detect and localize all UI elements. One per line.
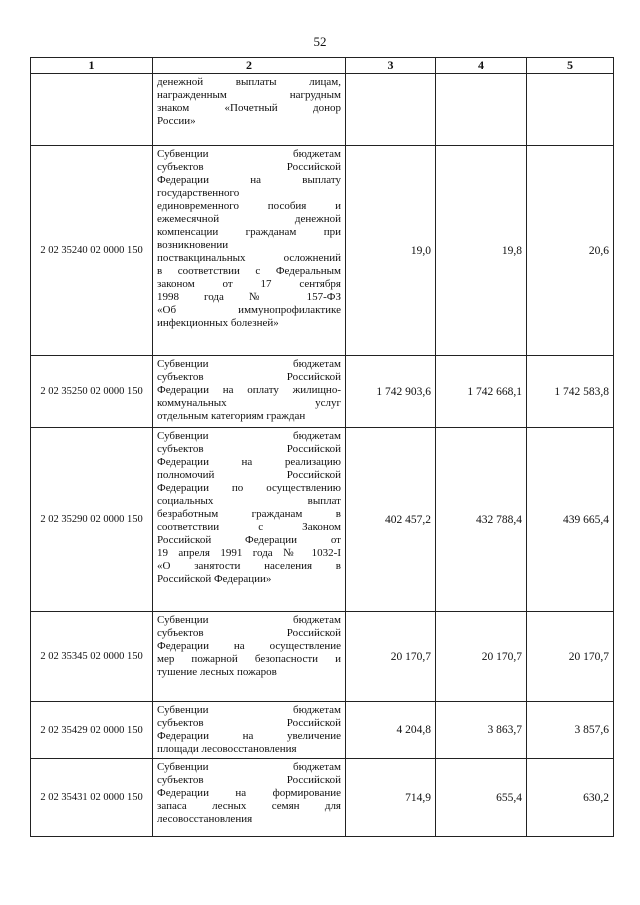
description-cell	[153, 428, 346, 612]
table-row	[31, 356, 614, 428]
description-line: безработным гражданам в	[157, 508, 341, 520]
table-row	[31, 702, 614, 759]
value-cell-col5: 1 742 583,8	[527, 356, 614, 428]
budget-code-cell: 2 02 35431 02 0000 150	[31, 759, 153, 837]
description-line: социальных выплат	[157, 495, 341, 507]
description-line: Субвенции бюджетам	[157, 704, 341, 716]
value-cell-col3: 714,9	[346, 759, 436, 837]
description-line: «Об иммунопрофилактике	[157, 304, 341, 316]
description-line: в соответствии с Федеральным	[157, 265, 341, 277]
value-cell-col3: 402 457,2	[346, 428, 436, 612]
description-line: Субвенции бюджетам	[157, 614, 341, 626]
description-line: Федерации на формирование	[157, 787, 341, 799]
description-cell	[153, 702, 346, 759]
table-row	[31, 759, 614, 837]
value-cell-col5: 20 170,7	[527, 612, 614, 702]
description-line: запаса лесных семян для	[157, 800, 341, 812]
description-line: 19 апреля 1991 года № 1032-I	[157, 547, 341, 559]
description-line: Федерации на оплату жилищно-	[157, 384, 341, 396]
value-cell-col4: 20 170,7	[436, 612, 527, 702]
budget-code-cell: 2 02 35290 02 0000 150	[31, 428, 153, 612]
description-line: площади лесовосстановления	[157, 743, 297, 755]
description-line: 1998 года № 157-ФЗ	[157, 291, 341, 303]
value-cell-col5: 630,2	[527, 759, 614, 837]
budget-code-cell: 2 02 35345 02 0000 150	[31, 612, 153, 702]
value-cell-col4: 3 863,7	[436, 702, 527, 759]
value-cell-col5: 20,6	[527, 146, 614, 356]
table-header-row	[31, 58, 614, 74]
description-line: государственного	[157, 187, 240, 199]
description-line: Федерации на осуществление	[157, 640, 341, 652]
value-cell-col5	[527, 74, 614, 146]
description-line: лесовосстановления	[157, 813, 253, 825]
value-cell-col4	[436, 74, 527, 146]
budget-code-cell: 2 02 35429 02 0000 150	[31, 702, 153, 759]
description-line: Субвенции бюджетам	[157, 148, 341, 160]
column-header-3: 3	[346, 58, 436, 74]
description-line: тушение лесных пожаров	[157, 666, 277, 678]
value-cell-col3: 20 170,7	[346, 612, 436, 702]
description-line: Субвенции бюджетам	[157, 358, 341, 370]
description-line: единовременного пособия и	[157, 200, 341, 212]
description-line: поствакцинальных осложнений	[157, 252, 341, 264]
budget-code-cell	[31, 74, 153, 146]
table-row	[31, 146, 614, 356]
description-line: отдельным категориям граждан	[157, 410, 306, 422]
description-cell	[153, 759, 346, 837]
value-cell-col3	[346, 74, 436, 146]
value-cell-col5: 439 665,4	[527, 428, 614, 612]
table-row	[31, 428, 614, 612]
budget-code-cell: 2 02 35250 02 0000 150	[31, 356, 153, 428]
budget-code-cell: 2 02 35240 02 0000 150	[31, 146, 153, 356]
description-cell	[153, 146, 346, 356]
description-cell	[153, 74, 346, 146]
description-line: субъектов Российской	[157, 774, 341, 786]
description-line: награжденным нагрудным	[157, 89, 341, 101]
description-line: Российской Федерации от	[157, 534, 341, 546]
description-line: законом от 17 сентября	[157, 278, 341, 290]
description-line: России»	[157, 115, 196, 127]
description-line: Российской Федерации»	[157, 573, 272, 585]
description-line: Федерации на реализацию	[157, 456, 341, 468]
description-line: Федерации по осуществлению	[157, 482, 341, 494]
column-header-4: 4	[436, 58, 527, 74]
description-line: «О занятости населения в	[157, 560, 341, 572]
description-line: полномочий Российской	[157, 469, 341, 481]
value-cell-col4: 432 788,4	[436, 428, 527, 612]
value-cell-col5: 3 857,6	[527, 702, 614, 759]
description-line: субъектов Российской	[157, 443, 341, 455]
value-cell-col3: 1 742 903,6	[346, 356, 436, 428]
description-line: субъектов Российской	[157, 717, 341, 729]
description-line: Субвенции бюджетам	[157, 430, 341, 442]
value-cell-col4: 1 742 668,1	[436, 356, 527, 428]
description-line: Субвенции бюджетам	[157, 761, 341, 773]
value-cell-col4: 655,4	[436, 759, 527, 837]
column-header-1: 1	[31, 58, 153, 74]
description-cell	[153, 356, 346, 428]
table-row	[31, 612, 614, 702]
column-header-5: 5	[527, 58, 614, 74]
description-line: компенсации гражданам при	[157, 226, 341, 238]
description-line: коммунальных услуг	[157, 397, 341, 409]
column-header-2: 2	[153, 58, 346, 74]
description-line: соответствии с Законом	[157, 521, 341, 533]
value-cell-col3: 4 204,8	[346, 702, 436, 759]
description-line: Федерации на увеличение	[157, 730, 341, 742]
description-line: мер пожарной безопасности и	[157, 653, 341, 665]
description-cell	[153, 612, 346, 702]
description-line: субъектов Российской	[157, 161, 341, 173]
description-line: субъектов Российской	[157, 627, 341, 639]
value-cell-col4: 19,8	[436, 146, 527, 356]
description-line: инфекционных болезней»	[157, 317, 279, 329]
description-line: знаком «Почетный донор	[157, 102, 341, 114]
description-line: субъектов Российской	[157, 371, 341, 383]
description-line: денежной выплаты лицам,	[157, 76, 341, 88]
table-row	[31, 74, 614, 146]
page-number: 52	[313, 34, 327, 49]
description-line: возникновении	[157, 239, 229, 251]
description-line: Федерации на выплату	[157, 174, 341, 186]
description-line: ежемесячной денежной	[157, 213, 341, 225]
value-cell-col3: 19,0	[346, 146, 436, 356]
budget-table	[30, 57, 614, 837]
